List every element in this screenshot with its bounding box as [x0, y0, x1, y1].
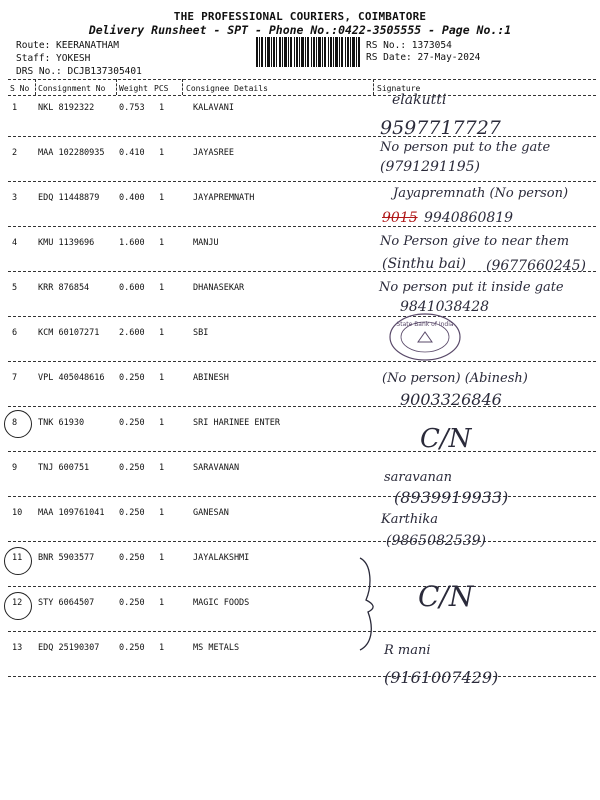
- col-sep: [116, 79, 117, 95]
- hw-r2-note: No person put to the gate: [380, 140, 551, 155]
- row-consignee: MANJU: [193, 238, 219, 248]
- row-pcs: 1: [159, 193, 165, 203]
- row-separator: [8, 631, 596, 632]
- col-header-consignment: Consignment No: [38, 84, 106, 93]
- row-sno: 11: [12, 553, 23, 563]
- row-pcs: 1: [159, 463, 165, 473]
- col-header-pcs: PCS: [154, 84, 169, 93]
- row-consignee: JAYASREE: [193, 148, 234, 158]
- hw-r3-note: Jayapremnath (No person): [393, 186, 569, 201]
- row-weight: 0.250: [119, 373, 145, 383]
- col-sep: [182, 79, 183, 95]
- row-sno: 4: [12, 238, 18, 248]
- row-consignee: DHANASEKAR: [193, 283, 245, 293]
- row-sno: 3: [12, 193, 18, 203]
- hw-r7-note: (No person) (Abinesh): [382, 371, 528, 386]
- hw-r1-phone: 9597717727: [380, 117, 501, 139]
- staff-label: Staff: YOKESH: [16, 53, 91, 64]
- row-weight: 0.753: [119, 103, 145, 113]
- row-weight: 0.410: [119, 148, 145, 158]
- rs-date: RS Date: 27-May-2024: [366, 52, 481, 63]
- row-consignment-no: EDQ 11448879: [38, 193, 100, 203]
- hw-r4-note: No Person give to near them: [380, 234, 570, 249]
- hw-r8-mark: C/N: [420, 424, 472, 454]
- row-consignee: SBI: [193, 328, 209, 338]
- row-pcs: 1: [159, 553, 165, 563]
- row-pcs: 1: [159, 598, 165, 608]
- row-consignment-no: KCM 60107271: [38, 328, 100, 338]
- col-header-consignee: Consignee Details: [186, 84, 268, 93]
- row-consignee: SRI HARINEE ENTER: [193, 418, 280, 428]
- row-pcs: 1: [159, 103, 165, 113]
- hw-r1-name: elakutti: [392, 92, 447, 108]
- row-pcs: 1: [159, 373, 165, 383]
- hw-r4-name: (Sinthu bai): [382, 256, 466, 272]
- stamp-text: State Bank of India: [396, 321, 454, 328]
- row-weight: 0.250: [119, 463, 145, 473]
- sno-circle-mark: [4, 547, 32, 575]
- row-pcs: 1: [159, 238, 165, 248]
- row-consignee: JAYALAKSHMI: [193, 553, 250, 563]
- row-pcs: 1: [159, 328, 165, 338]
- row-sno: 8: [12, 418, 18, 428]
- row-sno: 12: [12, 598, 23, 608]
- barcode: [256, 37, 360, 67]
- row-separator: [8, 181, 596, 182]
- col-sep: [373, 79, 374, 95]
- hw-r2-phone: (9791291195): [380, 159, 480, 175]
- hw-r7-phone: 9003326846: [400, 390, 502, 409]
- col-sep: [35, 79, 36, 95]
- row-weight: 0.250: [119, 643, 145, 653]
- row-consignment-no: BNR 5903577: [38, 553, 95, 563]
- row-sno: 6: [12, 328, 18, 338]
- row-weight: 2.600: [119, 328, 145, 338]
- row-consignee: ABINESH: [193, 373, 229, 383]
- runsheet-subtitle: Delivery Runsheet - SPT - Phone No.:0422-3505555 - Page No.:1: [88, 23, 512, 37]
- row-consignment-no: VPL 405048616: [38, 373, 105, 383]
- rs-number: RS No.: 1373054: [366, 40, 452, 51]
- row-weight: 0.250: [119, 508, 145, 518]
- row-consignment-no: NKL 8192322: [38, 103, 95, 113]
- row-consignment-no: TNK 61930: [38, 418, 85, 428]
- row-consignment-no: MAA 109761041: [38, 508, 105, 518]
- row-weight: 0.400: [119, 193, 145, 203]
- row-separator: [8, 361, 596, 362]
- row-sno: 1: [12, 103, 18, 113]
- hw-r13-phone: (9161007429): [384, 668, 499, 687]
- route-label: Route: KEERANATHAM: [16, 40, 119, 51]
- row-consignee: SARAVANAN: [193, 463, 240, 473]
- row-consignment-no: TNJ 600751: [38, 463, 90, 473]
- row-consignee: MS METALS: [193, 643, 240, 653]
- hw-r10-name: Karthika: [381, 512, 439, 527]
- row-sno: 7: [12, 373, 18, 383]
- row-consignment-no: STY 6064507: [38, 598, 95, 608]
- row-pcs: 1: [159, 508, 165, 518]
- row-weight: 1.600: [119, 238, 145, 248]
- hw-r10-phone: (9865082539): [386, 533, 486, 549]
- row-separator: [8, 136, 596, 137]
- hw-r5-note: No person put it inside gate: [379, 280, 564, 295]
- row-consignee: JAYAPREMNATH: [193, 193, 255, 203]
- row-sno: 2: [12, 148, 18, 158]
- row-weight: 0.250: [119, 553, 145, 563]
- company-title: THE PROFESSIONAL COURIERS, COIMBATORE: [173, 10, 427, 23]
- row-pcs: 1: [159, 643, 165, 653]
- header-bottom-rule: [8, 95, 596, 96]
- row-separator: [8, 541, 596, 542]
- sno-circle-mark: [4, 410, 32, 438]
- row-sno: 5: [12, 283, 18, 293]
- row-separator: [8, 586, 596, 587]
- row-sno: 9: [12, 463, 18, 473]
- row-weight: 0.250: [119, 418, 145, 428]
- row-consignment-no: MAA 102280935: [38, 148, 105, 158]
- row-consignment-no: KRR 876854: [38, 283, 90, 293]
- row-separator: [8, 316, 596, 317]
- row-pcs: 1: [159, 148, 165, 158]
- brace-mark: [354, 556, 382, 652]
- hw-r4-phone: (9677660245): [486, 258, 586, 274]
- drs-label: DRS No.: DCJB137305401: [16, 66, 142, 77]
- row-weight: 0.600: [119, 283, 145, 293]
- row-consignment-no: EDQ 25190307: [38, 643, 100, 653]
- row-pcs: 1: [159, 283, 165, 293]
- col-header-weight: Weight: [119, 84, 148, 93]
- row-separator: [8, 451, 596, 452]
- row-pcs: 1: [159, 418, 165, 428]
- hw-r9-phone: (8939919933): [394, 488, 509, 507]
- col-header-signature: Signature: [377, 84, 421, 93]
- hw-r3-strike: 9015: [382, 210, 418, 226]
- row-consignee: KALAVANI: [193, 103, 234, 113]
- header-top-rule: [8, 79, 596, 80]
- hw-r11-12-mark: C/N: [418, 580, 474, 613]
- row-sno: 13: [12, 643, 23, 653]
- hw-r3-phone: 9940860819: [424, 210, 514, 226]
- row-consignment-no: KMU 1139696: [38, 238, 95, 248]
- hw-r5-phone: 9841038428: [400, 299, 490, 315]
- bank-stamp: [388, 312, 462, 362]
- hw-r9-name: saravanan: [384, 470, 452, 485]
- row-separator: [8, 676, 596, 677]
- hw-r13-name: R mani: [384, 643, 431, 658]
- row-consignee: MAGIC FOODS: [193, 598, 250, 608]
- col-header-sno: S No: [10, 84, 30, 93]
- row-weight: 0.250: [119, 598, 145, 608]
- row-consignee: GANESAN: [193, 508, 229, 518]
- row-separator: [8, 226, 596, 227]
- row-separator: [8, 406, 596, 407]
- sno-circle-mark: [4, 592, 32, 620]
- row-sno: 10: [12, 508, 23, 518]
